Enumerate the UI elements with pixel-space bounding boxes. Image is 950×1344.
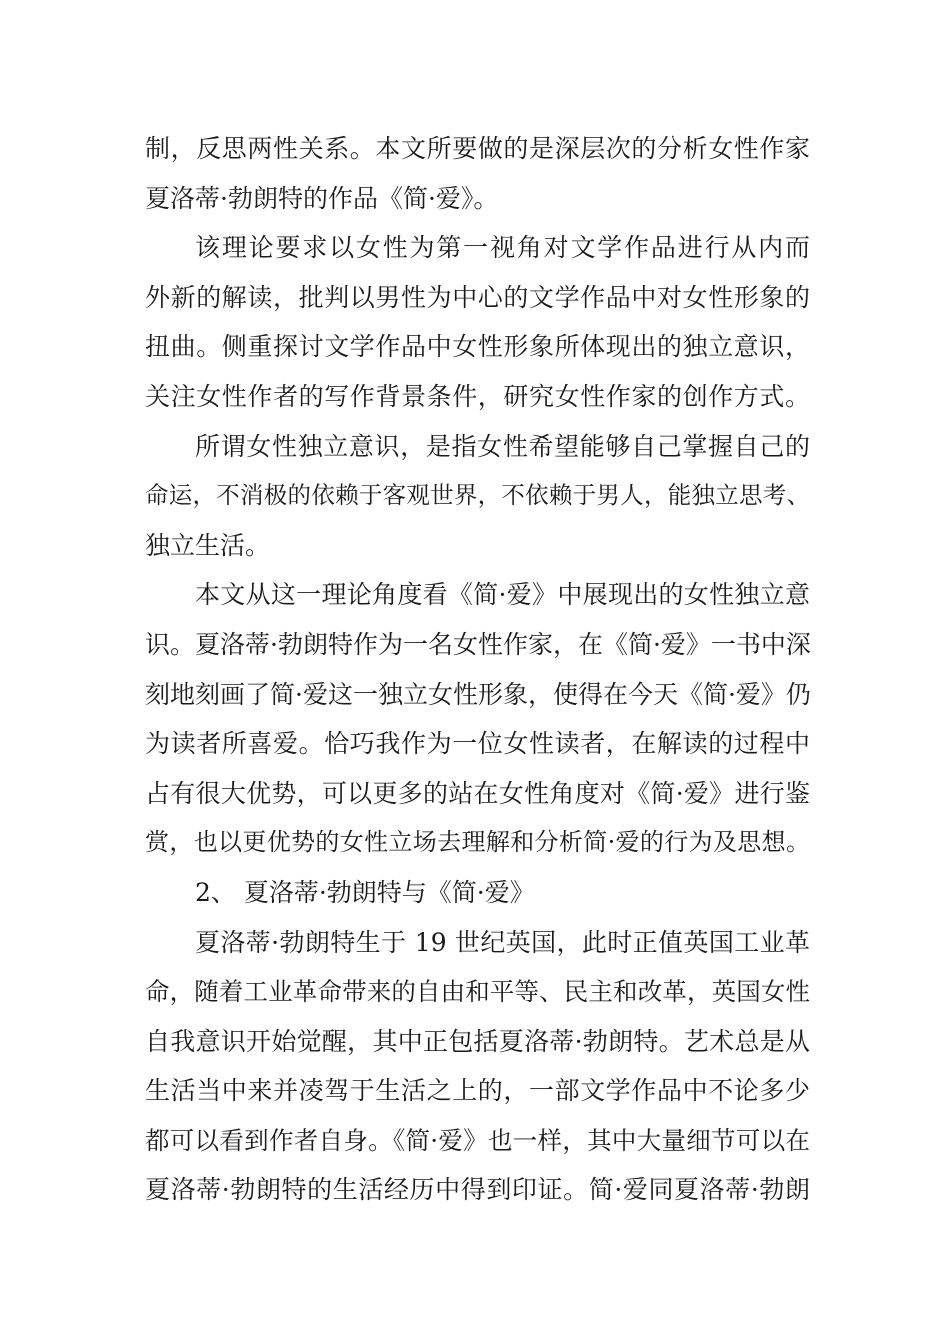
text-line: 占有很大优势，可以更多的站在女性角度对《简·爱》进行鉴 — [145, 778, 810, 808]
text-line: 夏洛蒂·勃朗特的作品《简·爱》。 — [145, 183, 499, 213]
text-line: 赏，也以更优势的女性立场去理解和分析简·爱的行为及思想。 — [145, 828, 810, 857]
text-line: 命运，不消极的依赖于客观世界，不依赖于男人，能独立思考、 — [145, 481, 810, 510]
text-line: 夏洛蒂·勃朗特的生活经历中得到印证。简·爱同夏洛蒂·勃朗 — [145, 1175, 810, 1205]
text-line: 识。夏洛蒂·勃朗特作为一名女性作家，在《简·爱》一书中深 — [145, 629, 811, 659]
text-line: 制，反思两性关系。本文所要做的是深层次的分析女性作家 — [145, 134, 810, 163]
paragraph-first-line: 夏洛蒂·勃朗特生于 19 世纪英国，此时正值英国工业革 — [195, 927, 810, 957]
text-line: 独立生活。 — [145, 530, 271, 560]
text-line: 生活当中来并凌驾于生活之上的，一部文学作品中不论多少 — [145, 1076, 810, 1106]
text-line: 为读者所喜爱。恰巧我作为一位女性读者，在解读的过程中 — [145, 729, 810, 759]
text-line: 扭曲。侧重探讨文学作品中女性形象所体现出的独立意识， — [145, 332, 810, 362]
text-line: 自我意识开始觉醒，其中正包括夏洛蒂·勃朗特。艺术总是从 — [145, 1026, 810, 1056]
text-line: 都可以看到作者自身。《简·爱》也一样，其中大量细节可以在 — [145, 1125, 810, 1155]
paragraph-first-line: 本文从这一理论角度看《简·爱》中展现出的女性独立意 — [195, 580, 810, 610]
section-heading: 2、 夏洛蒂·勃朗特与《简·爱》 — [195, 877, 535, 907]
text-line: 关注女性作者的写作背景条件，研究女性作家的创作方式。 — [145, 381, 810, 411]
paragraph-first-line: 该理论要求以女性为第一视角对文学作品进行从内而 — [195, 233, 810, 263]
paragraph-first-line: 所谓女性独立意识，是指女性希望能够自己掌握自己的 — [195, 431, 810, 461]
text-line: 命，随着工业革命带来的自由和平等、民主和改革，英国女性 — [145, 977, 810, 1007]
text-line: 外新的解读，批判以男性为中心的文学作品中对女性形象的 — [145, 282, 810, 312]
text-line: 刻地刻画了简·爱这一独立女性形象，使得在今天《简·爱》仍 — [145, 679, 811, 709]
body-text — [145, 124, 810, 1215]
